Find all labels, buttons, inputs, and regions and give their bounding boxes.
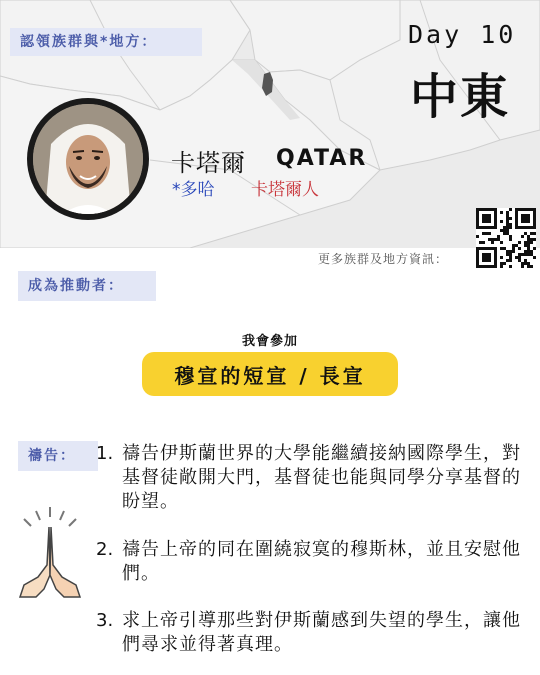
adopt-label: 認領族群與*地方： xyxy=(10,28,202,56)
prayer-text: 求上帝引導那些對伊斯蘭感到失望的學生，讓他們尋求並得著真理。 xyxy=(122,610,521,655)
join-label: 我會參加 xyxy=(241,334,298,349)
country-name-zh: 卡塔爾 xyxy=(171,149,246,177)
more-info-label: 更多族群及地方資訊： xyxy=(318,252,449,266)
day-label: Day 10 xyxy=(408,20,517,49)
avatar xyxy=(27,98,149,220)
prayer-text: 禱告伊斯蘭世界的大學能繼續接納國際學生，對基督徒敞開大門，基督徒也能與同學分享基督的盼望。 xyxy=(122,443,521,512)
prayer-text: 禱告上帝的同在圍繞寂寞的穆斯林，並且安慰他們。 xyxy=(122,539,521,584)
prayer-label: 禱告： xyxy=(18,441,98,471)
advocate-label: 成為推動者： xyxy=(18,271,156,301)
city-label: *多哈 xyxy=(172,180,215,200)
list-item xyxy=(96,538,536,586)
portrait-image xyxy=(33,104,143,214)
region-title: 中東 xyxy=(410,69,511,125)
list-item xyxy=(96,442,536,514)
people-group-label: 卡塔爾人 xyxy=(251,180,319,200)
country-name-en: QATAR xyxy=(276,146,368,171)
prayer-number: 2. xyxy=(96,539,114,560)
list-item xyxy=(96,609,536,657)
praying-hands-icon xyxy=(14,505,86,605)
prayer-number: 1. xyxy=(96,443,114,464)
qr-code[interactable] xyxy=(476,208,536,268)
mission-trip-button[interactable]: 穆宣的短宣 / 長宣 xyxy=(142,352,398,396)
prayer-number: 3. xyxy=(96,610,114,631)
